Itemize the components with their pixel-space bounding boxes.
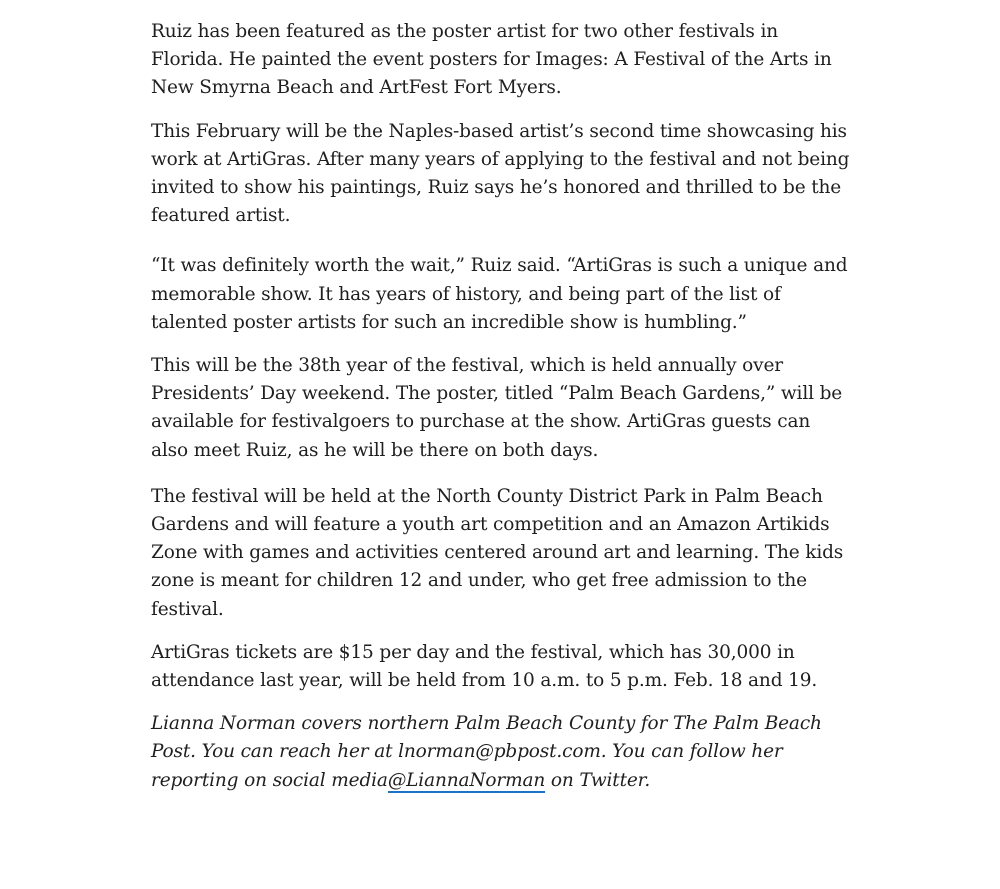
- paragraph-38th-year: This will be the 38th year of the festival, which is held annually over Presidents’ Day weekend. The poster, titled “Palm Beach Gardens,” will be available for festivalgoers to purchase at the show. ArtiGras guests can also meet Ruiz, as he will be there on both days.: [151, 355, 843, 461]
- paragraph-location: The festival will be held at the North County District Park in Palm Beach Gardens and will feature a youth art competition and an Amazon Artikids Zone with games and activities centered around art and learning. The kids zone is meant for children 12 and under, who get free admission to the festival.: [151, 485, 844, 620]
- paragraph-tickets: ArtiGras tickets are $15 per day and the festival, which has 30,000 in attendance last year, will be held from 10 a.m. to 5 p.m. Feb. 18 and 19.: [151, 641, 818, 692]
- author-byline: [151, 710, 851, 795]
- paragraph-second-time: This February will be the Naples-based artist’s second time showcasing his work at ArtiGras. After many years of applying to the festival and not being invited to show his paintings, Ruiz says he’s honored and thrilled to be the featured artist.: [151, 120, 850, 227]
- paragraph-poster-history: Ruiz has been featured as the poster artist for two other festivals in Florida. He painted the event posters for Images: A Festival of the Arts in New Smyrna Beach and ArtFest Fort Myers.: [151, 21, 832, 99]
- byline-text: Lianna Norman covers northern Palm Beach County for The Palm Beach Post. You can reach her at lnorman@pbpost.com. You can follow her reporting on social media: [151, 713, 822, 791]
- twitter-handle-link[interactable]: @LiannaNorman: [387, 769, 546, 791]
- paragraph-quote: “It was definitely worth the wait,” Ruiz said. “ArtiGras is such a unique and memorable show. It has years of history, and being part of the list of talented poster artists for such an incredible show is humbling.”: [151, 255, 848, 333]
- byline-text-end: on Twitter.: [545, 769, 651, 791]
- article-body: [151, 18, 851, 795]
